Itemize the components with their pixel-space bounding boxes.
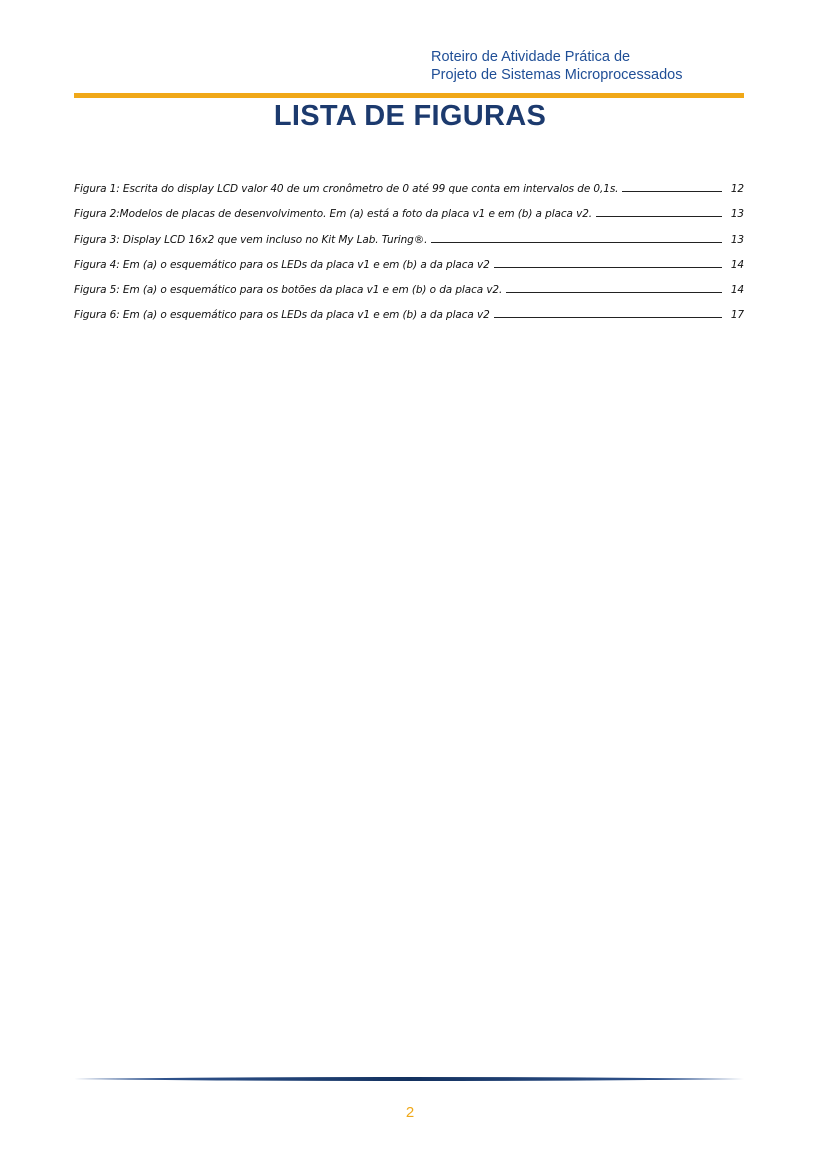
entry-page-number: 12 [730,183,744,196]
header-line-1: Roteiro de Atividade Prática de [431,49,631,65]
dot-leader [622,191,722,192]
page-title: LISTA DE FIGURAS [273,100,547,132]
entry-page-number: 17 [730,309,744,322]
dot-leader [494,267,722,268]
figure-list-entry[interactable] [74,296,744,321]
entry-page-number: 14 [730,258,744,271]
entry-text: Figura 1: Escrita do display LCD valor 40 de um cronômetro de 0 até 99 que conta em intervalos de 0,1s. [74,183,619,196]
figure-list [74,170,744,321]
footer-rule [74,1076,744,1082]
entry-page-number: 14 [730,283,744,296]
figure-list-entry[interactable] [74,271,744,296]
dot-leader [431,242,722,243]
page-number: 2 [405,1104,415,1121]
entry-text: Figura 6: Em (a) o esquemático para os LEDs da placa v1 e em (b) a da placa v2 [74,309,490,322]
header-rule [74,93,744,98]
entry-text: Figura 2:Modelos de placas de desenvolvimento. Em (a) está a foto da placa v1 e em (b) a placa v2. [74,208,593,221]
entry-text: Figura 5: Em (a) o esquemático para os botões da placa v1 e em (b) o da placa v2. [74,283,503,296]
entry-page-number: 13 [730,233,744,246]
running-header [431,48,682,84]
figure-list-entry[interactable] [74,195,744,220]
dot-leader [506,292,722,293]
header-line-2: Projeto de Sistemas Microprocessados [431,67,683,83]
figure-list-entry[interactable] [74,220,744,245]
figure-list-entry[interactable] [74,170,744,195]
entry-page-number: 13 [730,208,744,221]
entry-text: Figura 4: Em (a) o esquemático para os LEDs da placa v1 e em (b) a da placa v2 [74,258,490,271]
dot-leader [596,216,722,217]
entry-text: Figura 3: Display LCD 16x2 que vem incluso no Kit My Lab. Turing®. [74,233,428,246]
dot-leader [494,317,722,318]
figure-list-entry[interactable] [74,246,744,271]
